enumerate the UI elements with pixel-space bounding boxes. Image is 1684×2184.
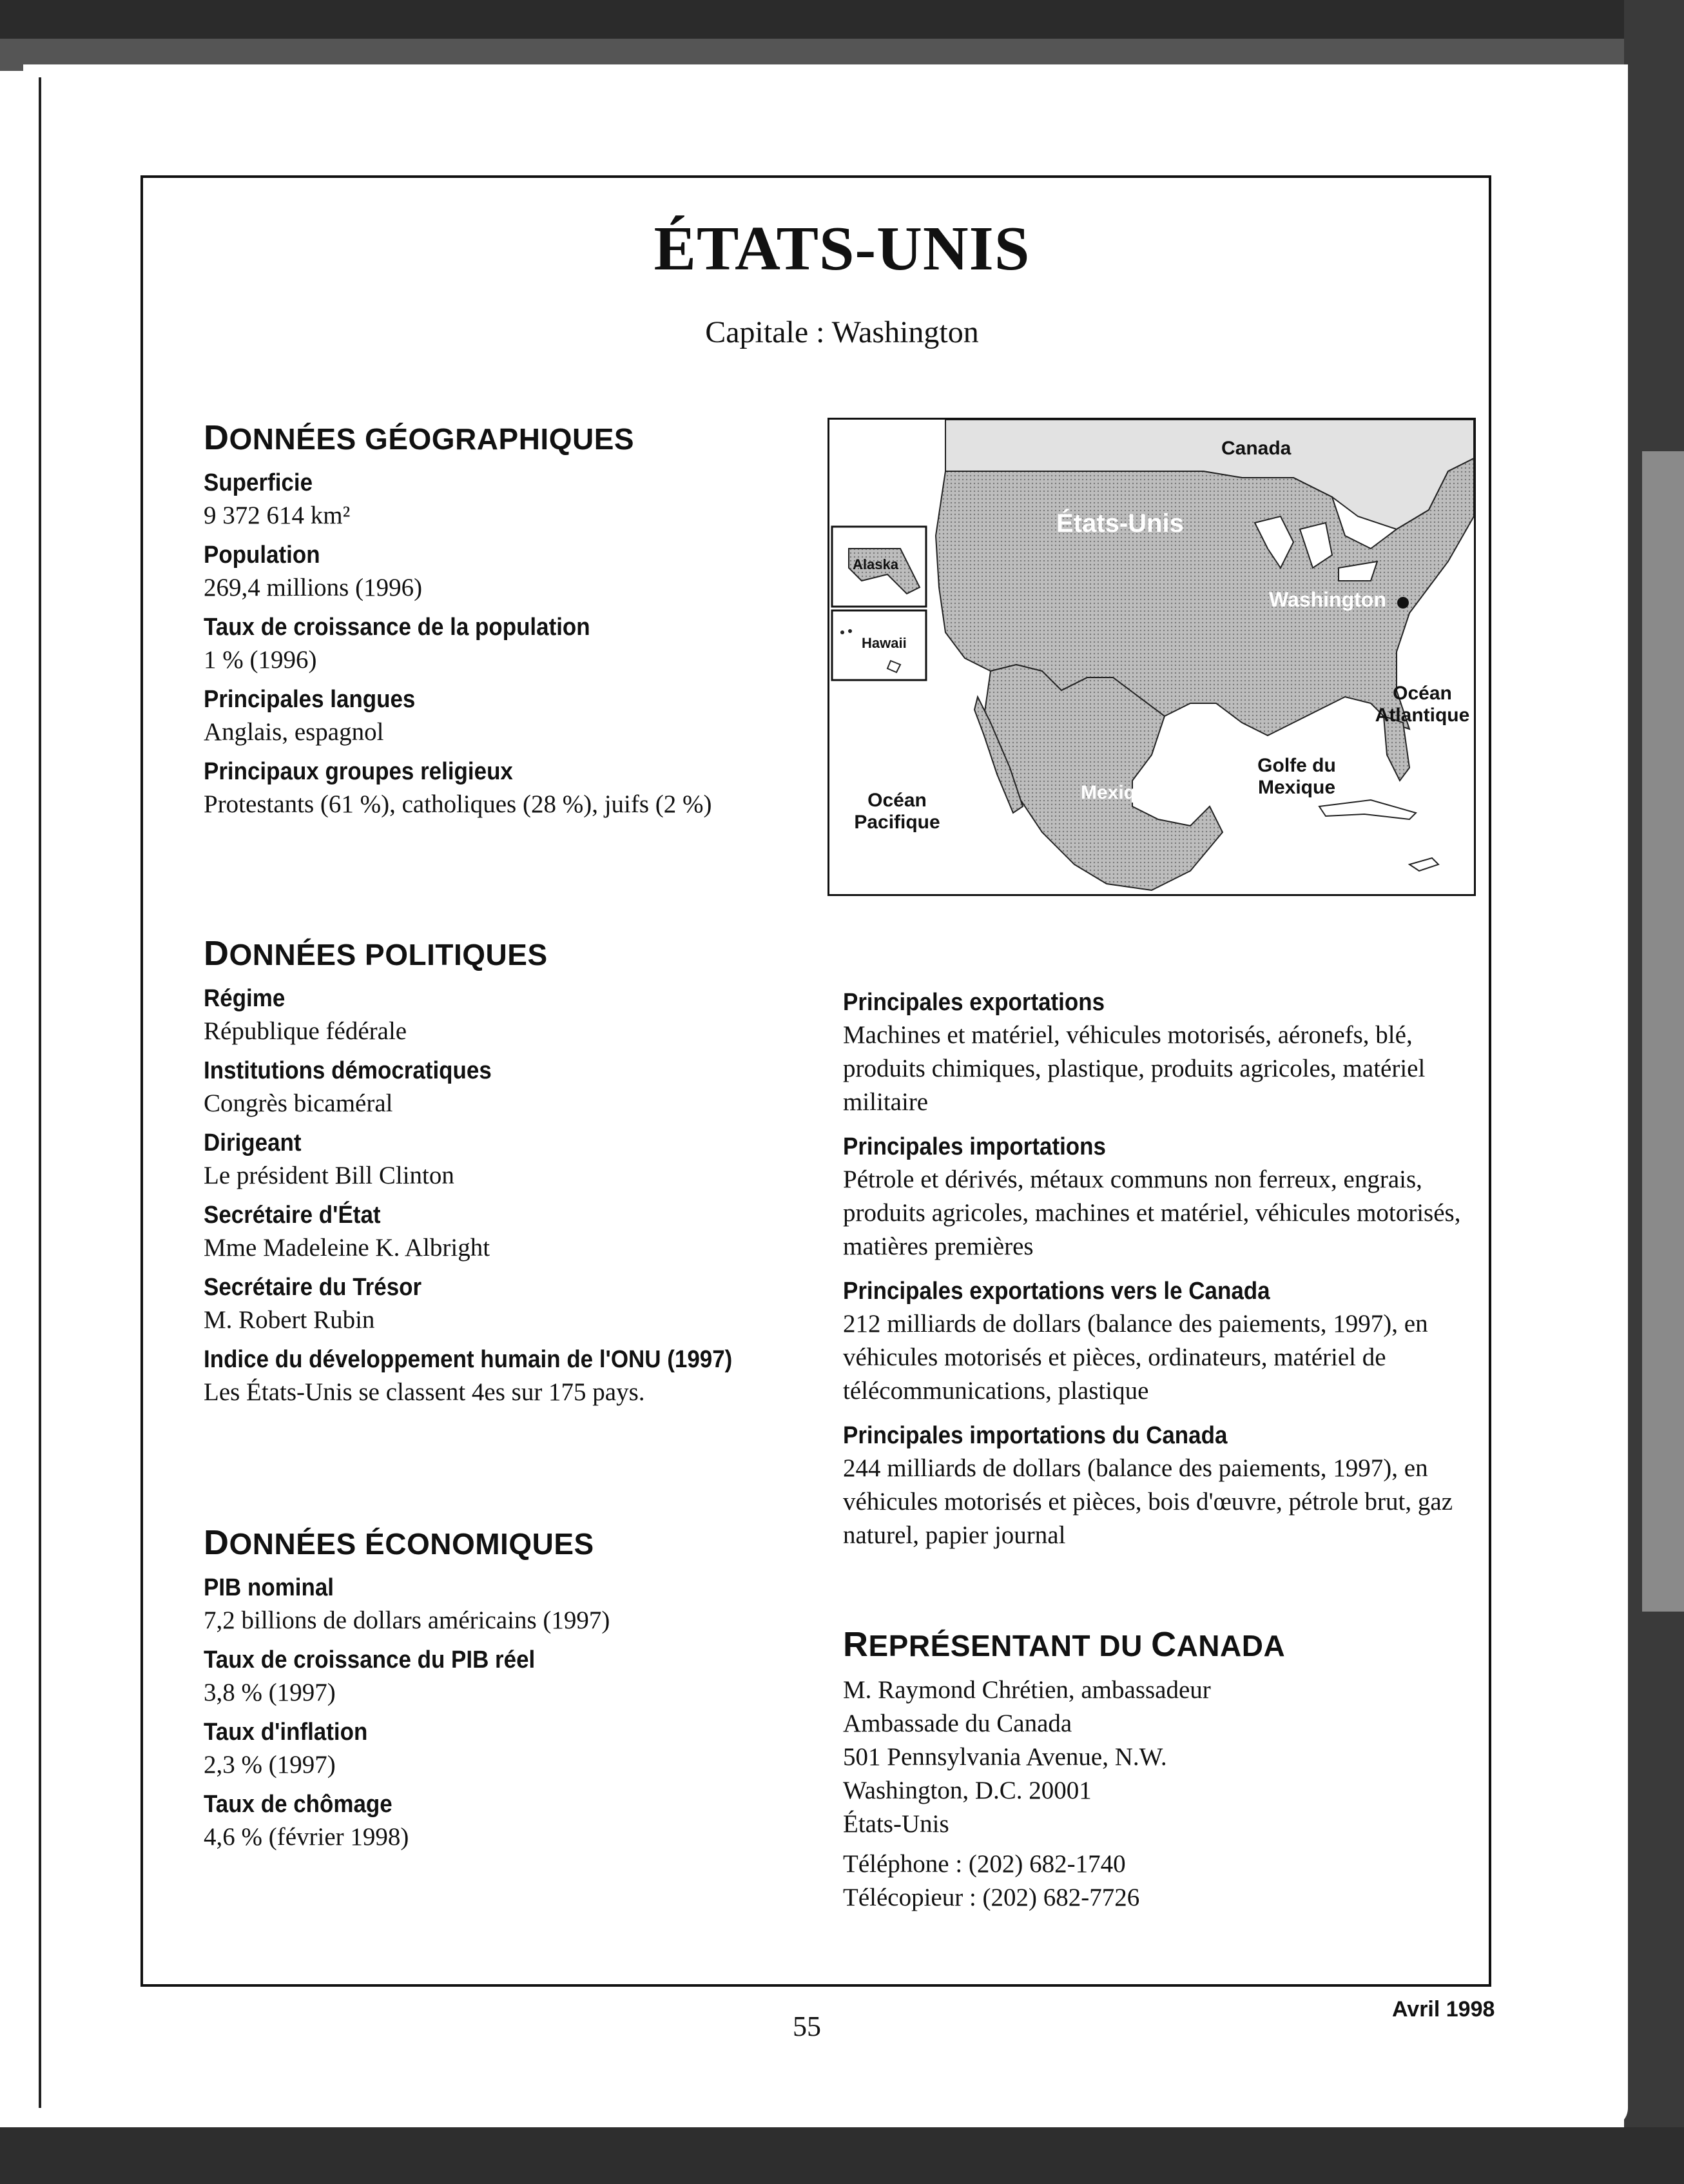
trade-value: Pétrole et dérivés, métaux communs non ferreux, engrais, produits agricoles, machines et matériel, véhicules motorisés, matières premières (843, 1165, 1461, 1260)
geo-value: Protestants (61 %), catholiques (28 %), juifs (2 %) (204, 790, 712, 818)
page-title: ÉTATS-UNIS (653, 214, 1031, 284)
washington-marker (1397, 597, 1409, 609)
pol-label: Indice du développement humain de l'ONU (1997) (204, 1346, 733, 1373)
pol-value: Le président Bill Clinton (204, 1162, 454, 1189)
eco-value: 2,3 % (1997) (204, 1751, 336, 1779)
trade-value: 244 milliards de dollars (balance des paiements, 1997), en véhicules motorisés et pièces, bois d'œuvre, pétrole brut, gaz naturel, papier journal (843, 1454, 1453, 1549)
pol-label: Dirigeant (204, 1129, 302, 1156)
scan-edge-bottom (0, 2127, 1684, 2184)
pol-value: Les États-Unis se classent 4es sur 175 pays. (204, 1378, 645, 1406)
geo-value: Anglais, espagnol (204, 718, 384, 746)
geo-value: 269,4 millions (1996) (204, 574, 423, 601)
trade-section (843, 980, 1475, 1552)
rep-line: M. Raymond Chrétien, ambassadeur (843, 1676, 1211, 1704)
pol-value: Congrès bicaméral (204, 1089, 393, 1117)
footer-date: Avril 1998 (1392, 1997, 1495, 2022)
rep-section (843, 1624, 1475, 1915)
map-label-washington: Washington (1269, 588, 1386, 611)
eco-value: 3,8 % (1997) (204, 1679, 336, 1706)
rep-fax: Télécopieur : (202) 682-7726 (843, 1884, 1140, 1911)
cuba-island (1319, 800, 1416, 819)
eco-label: PIB nominal (204, 1574, 334, 1601)
pol-value: République fédérale (204, 1017, 407, 1045)
eco-heading: DONNÉES ÉCONOMIQUES (204, 1523, 594, 1562)
trade-value: Machines et matériel, véhicules motorisés, aéronefs, blé, produits chimiques, plastique, produits agricoles, matériel militaire (843, 1021, 1426, 1116)
caribbean-island (1409, 858, 1438, 871)
rep-line: 501 Pennsylvania Avenue, N.W. (843, 1743, 1167, 1771)
geo-label: Population (204, 541, 320, 569)
pol-section (204, 933, 816, 1409)
geo-heading: DONNÉES GÉOGRAPHIQUES (204, 418, 635, 457)
trade-label: Principales exportations vers le Canada (843, 1278, 1270, 1305)
usa-map (827, 418, 1476, 896)
rep-line: États-Unis (843, 1810, 949, 1838)
geo-value: 9 372 614 km² (204, 502, 351, 529)
rep-line: Washington, D.C. 20001 (843, 1777, 1092, 1804)
capital-subtitle: Capitale : Washington (705, 315, 979, 349)
trade-label: Principales exportations (843, 989, 1105, 1016)
pol-label: Secrétaire du Trésor (204, 1274, 422, 1301)
page-left-edge (39, 77, 41, 2108)
geo-section (204, 418, 816, 821)
pol-label: Régime (204, 985, 286, 1012)
map-label-ocean-pacifique: Océan Pacifique (854, 790, 940, 833)
eco-value: 7,2 billions de dollars américains (1997) (204, 1606, 610, 1634)
trade-label: Principales importations du Canada (843, 1422, 1228, 1449)
geo-label: Principaux groupes religieux (204, 758, 513, 785)
map-label-golfe: Golfe du Mexique (1257, 755, 1336, 798)
trade-value: 212 milliards de dollars (balance des paiements, 1997), en véhicules motorisés et pièces, ordinateurs, matériel de télécommunications, plastique (843, 1310, 1428, 1405)
pol-label: Secrétaire d'État (204, 1202, 381, 1229)
scan-edge-right-shade (1642, 451, 1684, 1612)
geo-value: 1 % (1996) (204, 646, 317, 674)
eco-label: Taux de croissance du PIB réel (204, 1646, 536, 1673)
eco-value: 4,6 % (février 1998) (204, 1823, 409, 1851)
map-label-mexique: Mexique (1081, 782, 1159, 803)
geo-label: Principales langues (204, 686, 416, 713)
pol-heading: DONNÉES POLITIQUES (204, 934, 548, 973)
pol-value: Mme Madeleine K. Albright (204, 1234, 490, 1262)
eco-label: Taux d'inflation (204, 1719, 368, 1746)
page-number: 55 (793, 2011, 821, 2042)
map-label-alaska: Alaska (853, 556, 898, 572)
rep-heading: REPRÉSENTANT DU CANADA (843, 1625, 1286, 1664)
eco-label: Taux de chômage (204, 1791, 392, 1818)
geo-label: Superficie (204, 469, 313, 496)
map-label-canada: Canada (1221, 438, 1292, 459)
map-label-etats-unis: États-Unis (1056, 509, 1184, 538)
geo-label: Taux de croissance de la population (204, 614, 590, 641)
rep-phone: Téléphone : (202) 682-1740 (843, 1850, 1126, 1878)
rep-line: Ambassade du Canada (843, 1710, 1072, 1737)
eco-section (204, 1523, 816, 1854)
map-label-ocean-atlantique: Océan Atlantique (1375, 683, 1470, 726)
map-label-hawaii: Hawaii (862, 635, 907, 651)
trade-label: Principales importations (843, 1133, 1106, 1160)
pol-value: M. Robert Rubin (204, 1306, 375, 1334)
pol-label: Institutions démocratiques (204, 1057, 492, 1084)
